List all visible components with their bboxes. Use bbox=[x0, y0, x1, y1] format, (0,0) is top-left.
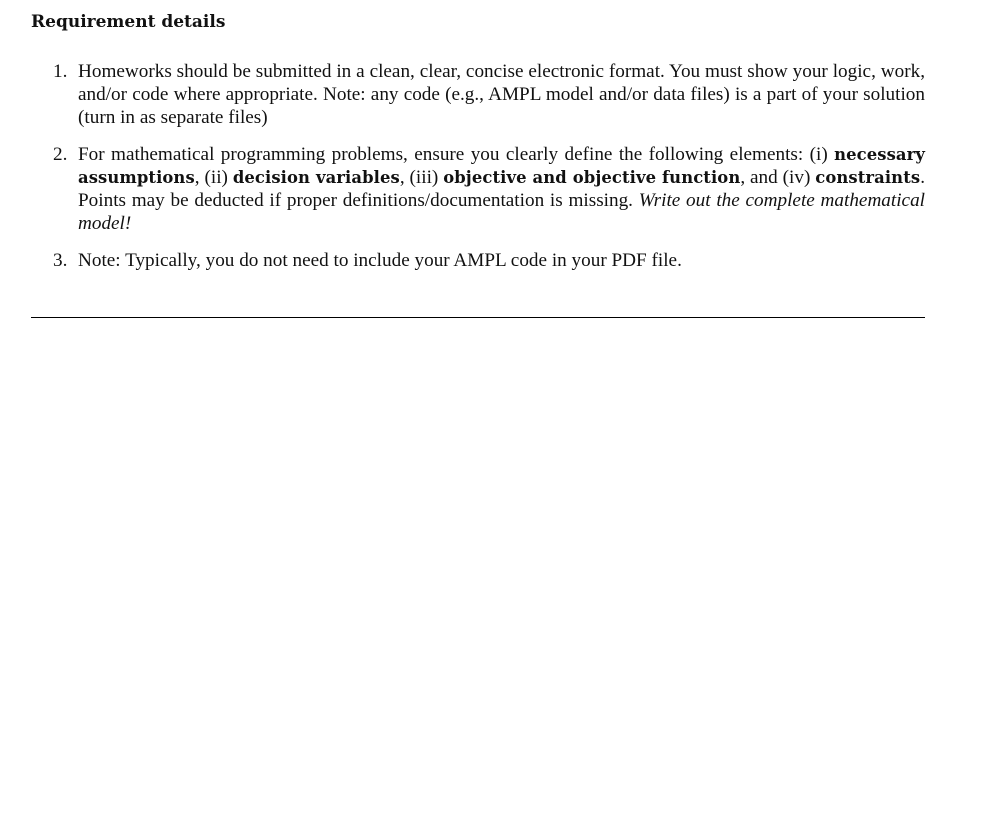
requirements-section bbox=[31, 10, 925, 286]
emphasis-text: Write out the complete mathematical model! bbox=[78, 190, 925, 234]
requirements-list bbox=[31, 60, 925, 272]
item-number: 1. bbox=[53, 61, 68, 82]
list-item bbox=[31, 60, 925, 129]
item-text: Note: Typically, you do not need to include your AMPL code in your PDF file. bbox=[78, 250, 682, 271]
item-text-part: , (iii) bbox=[399, 167, 444, 188]
list-item bbox=[31, 249, 925, 272]
bold-term-decision-variables: decision variables bbox=[232, 168, 400, 187]
list-item bbox=[31, 143, 925, 235]
item-text-part: . Points may be deducted if proper definitions/documentation is missing. bbox=[78, 167, 925, 211]
section-heading: Requirement details bbox=[31, 12, 226, 32]
item-text-part: , and (iv) bbox=[740, 167, 816, 188]
bold-term-assumptions: necessary assumptions bbox=[78, 145, 925, 187]
horizontal-rule bbox=[31, 317, 925, 318]
item-text-part: , (ii) bbox=[194, 167, 233, 188]
bold-term-objective: objective and objective function bbox=[443, 168, 741, 187]
item-number: 2. bbox=[53, 144, 68, 165]
item-text-part: For mathematical programming problems, ensure you clearly define the following elements: (i) bbox=[78, 144, 835, 165]
bold-term-constraints: constraints bbox=[815, 168, 921, 187]
item-number: 3. bbox=[53, 250, 68, 271]
item-text: Homeworks should be submitted in a clean, clear, concise electronic format. You must show your logic, work, and/or code where appropriate. Note: any code (e.g., AMPL model and/or data files) is a part of your solution (turn in as separate files) bbox=[78, 61, 925, 128]
